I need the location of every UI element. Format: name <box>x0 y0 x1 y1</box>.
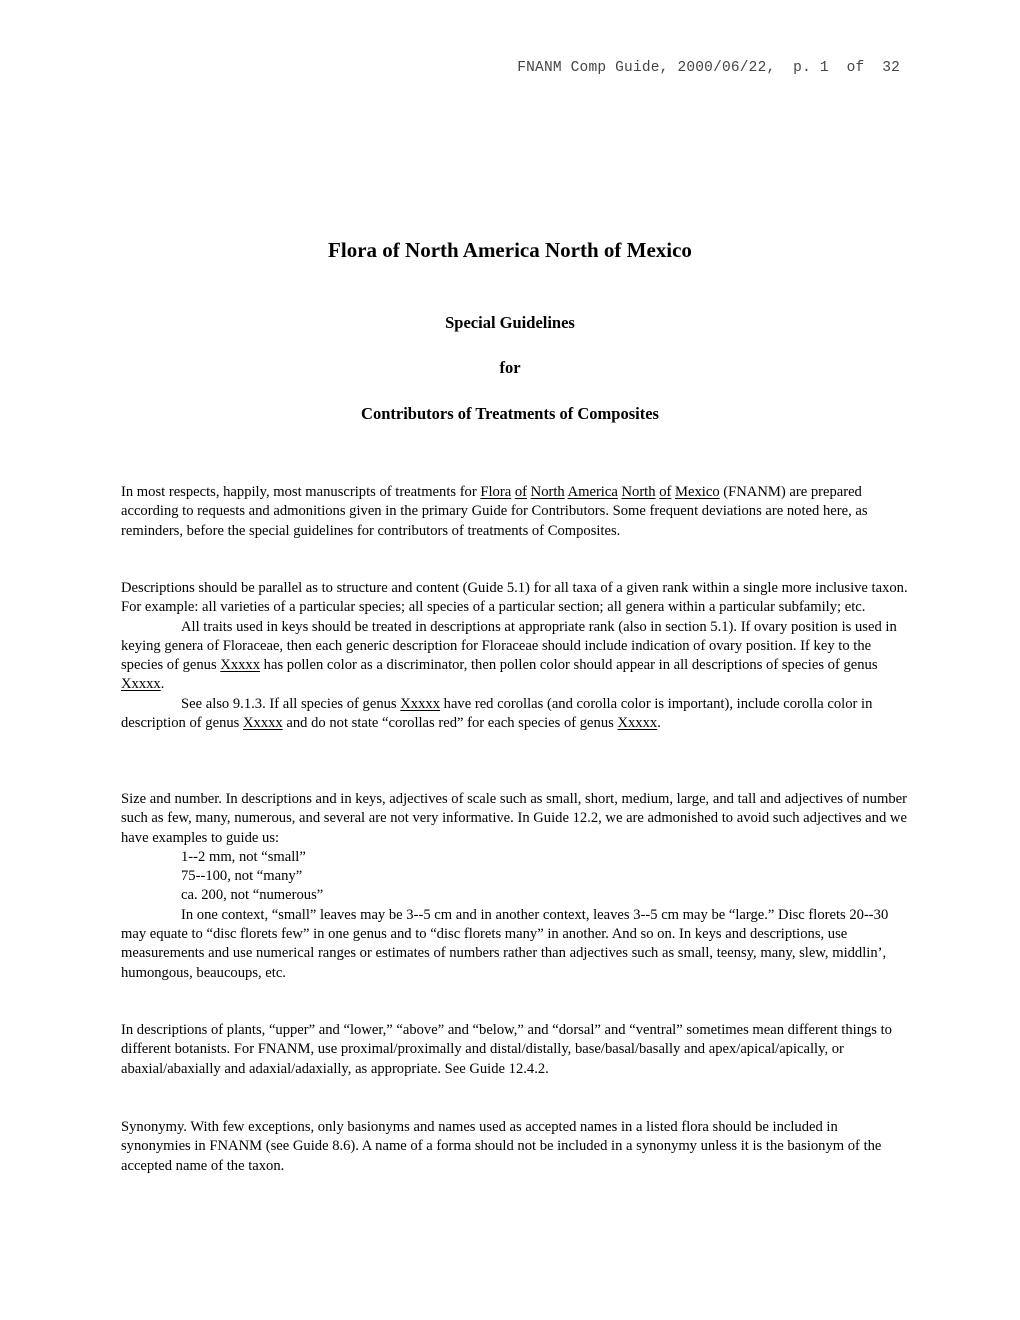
intro-text-2: (FNANM) are prepared according to requests and admonitions given in the primary Guide for Contributors. Some frequent deviations are noted here, as reminders, before the special guidelines for contributors of treatments of Composites. <box>121 484 868 539</box>
flora-word: of <box>659 484 672 500</box>
example-line: 1--2 mm, not “small” <box>181 848 306 865</box>
genus-placeholder: Xxxxx <box>121 676 161 693</box>
flora-word: of <box>514 484 528 500</box>
descriptions-paragraph-2 <box>121 618 911 695</box>
subtitle-for: for <box>499 358 521 377</box>
synonymy-paragraph: Synonymy. With few exceptions, only basionyms and names used as accepted names in a listed flora should be included in synonymies in FNANM (see Guide 8.6). A name of a forma should not be included in a synonymy unless it is the basionym of the accepted name of the taxon. <box>121 1119 882 1174</box>
descriptions-paragraph-3 <box>121 695 911 734</box>
subtitle-special-guidelines: Special Guidelines <box>445 313 575 332</box>
position-terms-paragraph: In descriptions of plants, “upper” and “lower,” “above” and “below,” and “dorsal” and “ventral” sometimes mean different things to different botanists. For FNANM, use proximal/proximally and distal/distally, base/basal/basally and apex/apical/apically, or abaxial/abaxially and adaxial/adaxially, as appropriate. See Guide 12.4.2. <box>121 1022 892 1077</box>
size-number-paragraph-2: In one context, “small” leaves may be 3--5 cm and in another context, leaves 3--5 cm may be “large.” Disc florets 20--30 may equate to “disc florets few” in one genus and to “disc florets many” in another. And so on. In keys and descriptions, use measurements and use numerical ranges or estimates of numbers rather than adjectives such as small, teensy, many, slew, middlin’, humongous, beaucoups, etc. <box>121 906 889 981</box>
text-run: have red corollas (and corolla color is important), include corolla color in description of genus <box>121 695 873 732</box>
genus-placeholder: Xxxxx <box>617 715 658 732</box>
intro-paragraph <box>121 483 911 541</box>
descriptions-section <box>121 579 911 733</box>
flora-word: Flora <box>480 484 512 500</box>
intro-text-1: In most respects, happily, most manuscripts of treatments for <box>121 484 481 500</box>
synonymy-section <box>121 1118 911 1176</box>
subtitle-contributors: Contributors of Treatments of Composites <box>361 404 659 423</box>
example-line: ca. 200, not “numerous” <box>181 887 324 904</box>
flora-word: North <box>621 484 656 500</box>
flora-word: Mexico <box>675 484 720 500</box>
text-run: See also 9.1.3. If all species of genus <box>181 695 401 712</box>
flora-word: North <box>530 484 565 500</box>
position-terms-section <box>121 1021 911 1079</box>
size-number-section <box>121 790 911 983</box>
running-head: FNANM Comp Guide, 2000/06/22, p. 1 of 32 <box>517 60 900 76</box>
intro-section <box>121 483 911 541</box>
text-run: has pollen color as a discriminator, then pollen color should appear in all descriptions of species of genus <box>260 657 878 674</box>
text-run: . <box>657 715 661 732</box>
genus-placeholder: Xxxxx <box>400 695 440 712</box>
descriptions-paragraph-1: Descriptions should be parallel as to structure and content (Guide 5.1) for all taxa of a given rank within a single more inclusive taxon. For example: all varieties of a particular species; all species of a particular section; all genera within a particular subfamily; etc. <box>121 580 908 616</box>
size-number-paragraph-1: Size and number. In descriptions and in keys, adjectives of scale such as small, short, medium, large, and tall and adjectives of number such as few, many, numerous, and several are not very informative. In Guide 12.2, we are admonished to avoid such adjectives and we have examples to guide us: <box>121 791 907 846</box>
document-title: Flora of North America North of Mexico <box>328 238 692 262</box>
text-run: and do not state “corollas red” for each species of genus <box>282 715 618 732</box>
text-run: . <box>160 676 165 693</box>
flora-word: America <box>567 484 618 500</box>
example-line: 75--100, not “many” <box>181 868 303 885</box>
genus-placeholder: Xxxxx <box>243 715 283 732</box>
genus-placeholder: Xxxxx <box>220 657 261 674</box>
text-run: All traits used in keys should be treated in descriptions at appropriate rank (also in section 5.1). If ovary position is used in keying genera of Floraceae, then each generic description for Floraceae should include indication of ovary position. If key to the species of genus <box>121 618 897 674</box>
